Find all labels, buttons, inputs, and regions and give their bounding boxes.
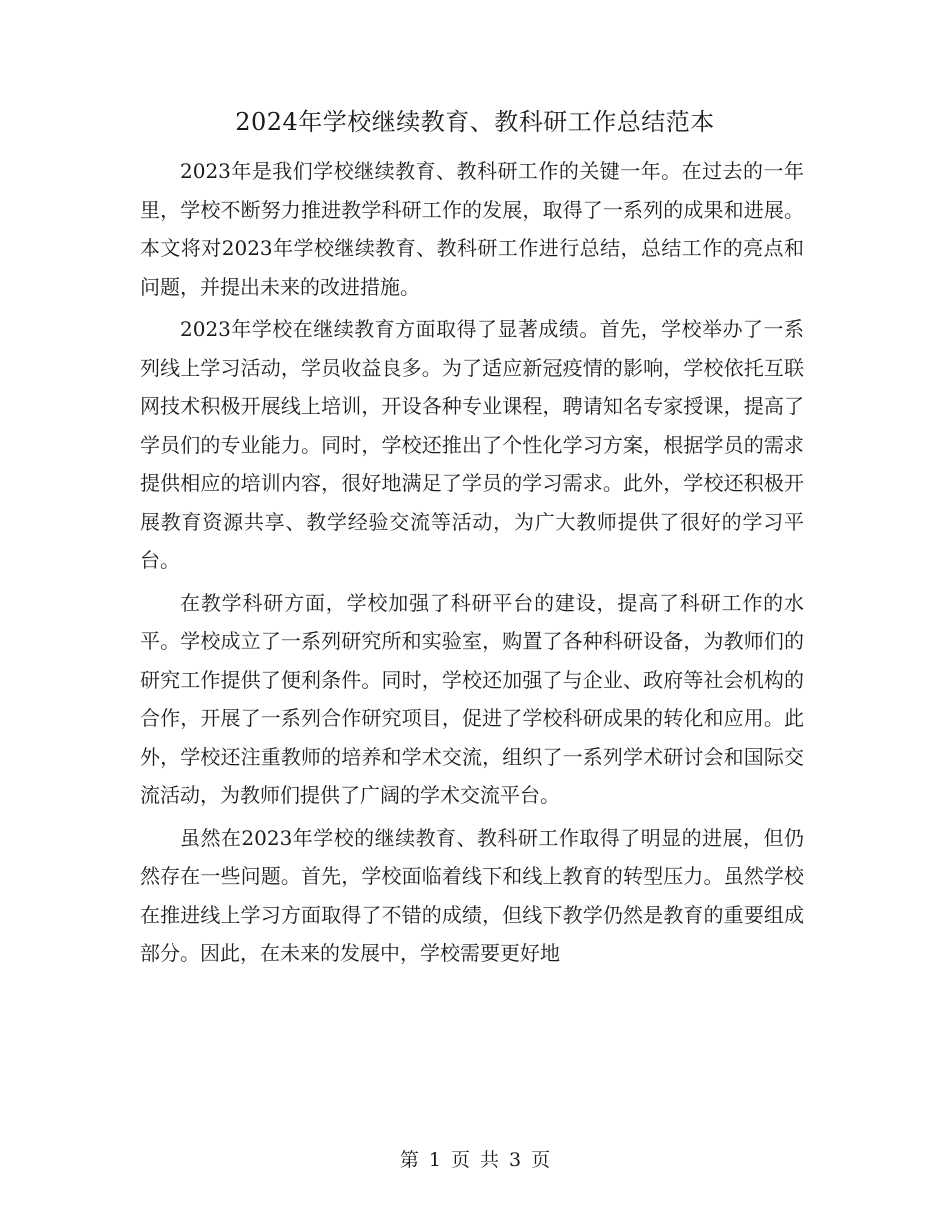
paragraph-continuing-education: 2023年学校在继续教育方面取得了显著成绩。首先，学校举办了一系列线上学习活动，学员收益良多。为了适应新冠疫情的影响，学校依托互联网技术积极开展线上培训，开设各种专业课程，聘请知名专家授课，提高了学员们的专业能力。同时，学校还推出了个性化学习方案，根据学员的需求提供相应的培训内容，很好地满足了学员的学习需求。此外，学校还积极开展教育资源共享、教学经验交流等活动，为广大教师提供了很好的学习平台。 — [140, 317, 804, 572]
paragraph-problems: 虽然在2023年学校的继续教育、教科研工作取得了明显的进展，但仍然存在一些问题。首先，学校面临着线下和线上教育的转型压力。虽然学校在推进线上学习方面取得了不错的成绩，但线下教学仍然是教育的重要组成部分。因此，在未来的发展中，学校需要更好地 — [140, 825, 804, 965]
paragraph-research: 在教学科研方面，学校加强了科研平台的建设，提高了科研工作的水平。学校成立了一系列研究所和实验室，购置了各种科研设备，为教师们的研究工作提供了便利条件。同时，学校还加强了与企业、政府等社会机构的合作，开展了一系列合作研究项目，促进了学校科研成果的转化和应用。此外，学校还注重教师的培养和学术交流，组织了一系列学术研讨会和国际交流活动，为教师们提供了广阔的学术交流平台。 — [140, 590, 804, 807]
document-body — [140, 152, 804, 977]
page-number-footer: 第 1 页 共 3 页 — [399, 1149, 551, 1171]
document-title: 2024年学校继续教育、教科研工作总结范本 — [235, 108, 715, 136]
paragraph-intro: 2023年是我们学校继续教育、教科研工作的关键一年。在过去的一年里，学校不断努力推进教学科研工作的发展，取得了一系列的成果和进展。本文将对2023年学校继续教育、教科研工作进行总结，总结工作的亮点和问题，并提出未来的改进措施。 — [140, 159, 804, 299]
